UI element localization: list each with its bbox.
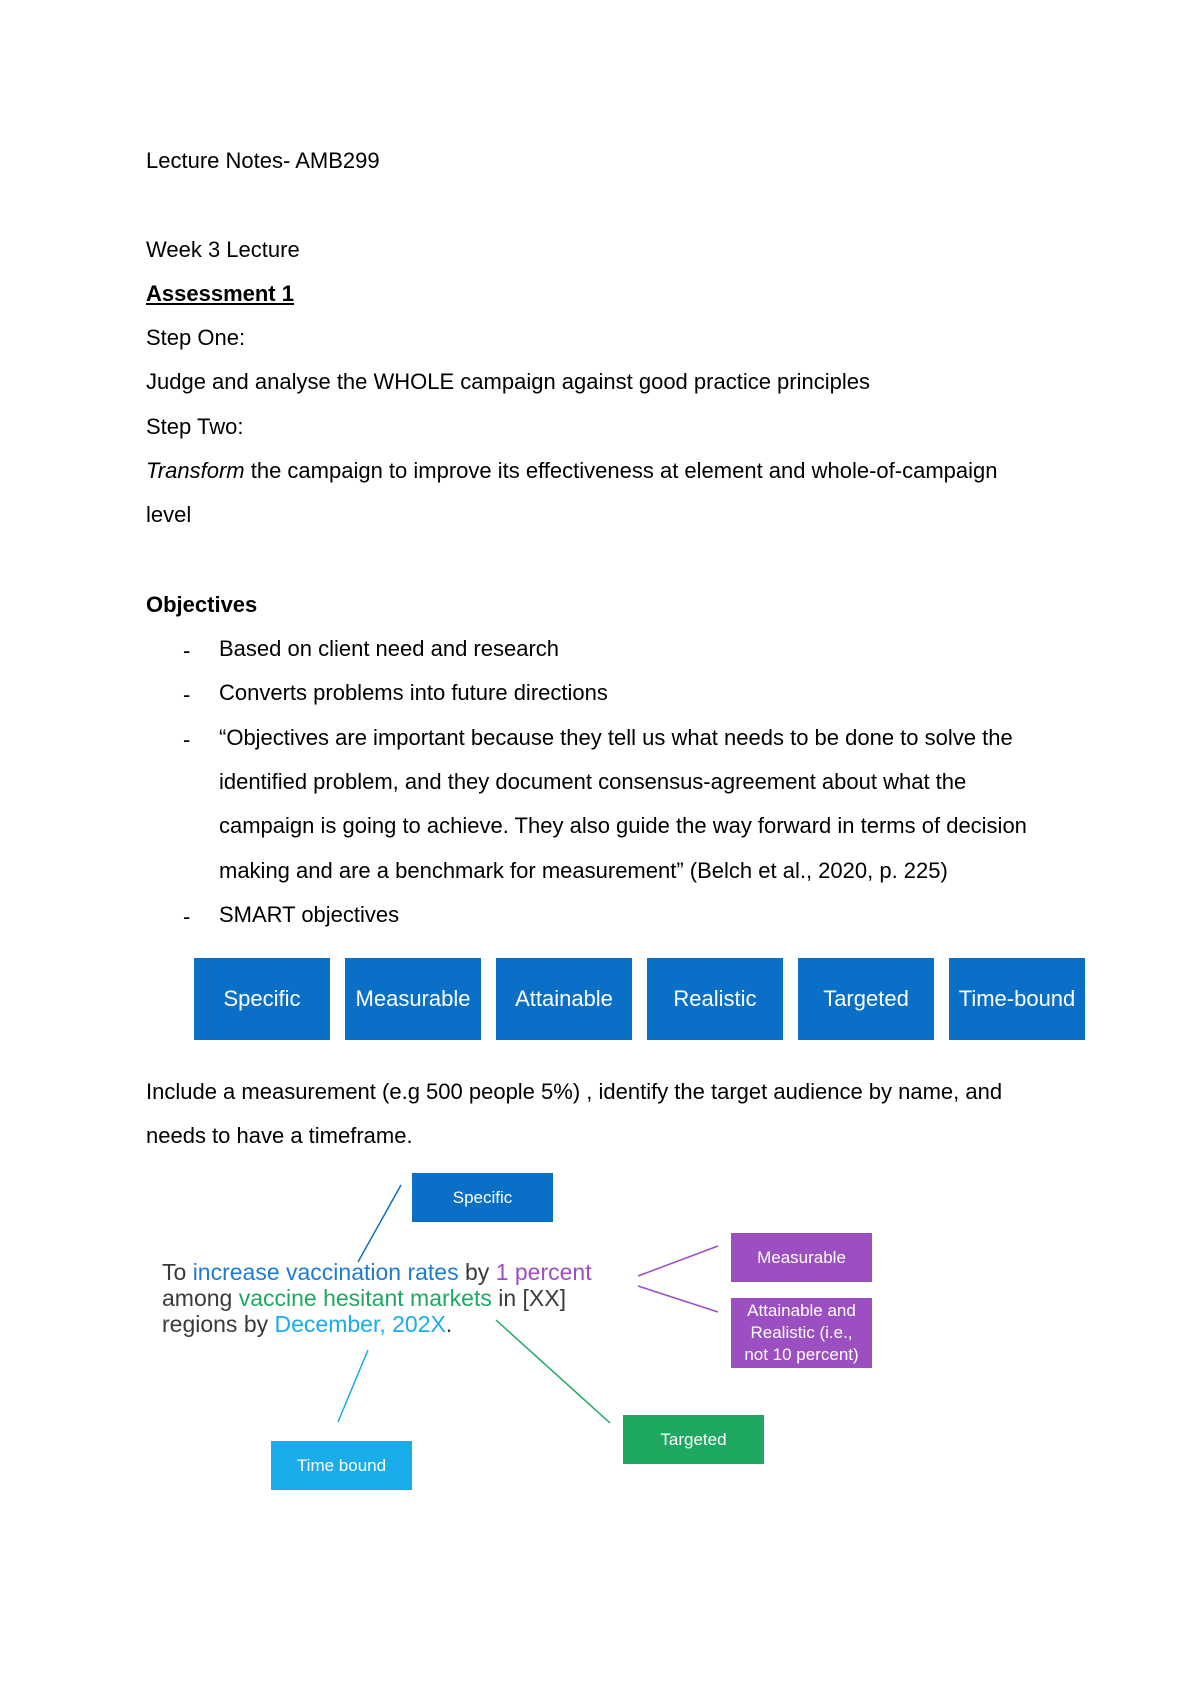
sentence-text: regions by: [162, 1311, 275, 1337]
sentence-text: among: [162, 1285, 239, 1311]
sentence-targeted: vaccine hesitant markets: [238, 1285, 492, 1311]
bullet-marker: -: [183, 904, 191, 929]
step-one-text: Judge and analyse the WHOLE campaign against good practice principles: [146, 369, 870, 394]
attainable-line1: Attainable and: [747, 1301, 856, 1320]
sentence-text: in [XX]: [491, 1285, 566, 1311]
transform-word: Transform: [146, 458, 245, 483]
attainable-line2: Realistic (i.e.,: [750, 1323, 853, 1342]
smart-box-measurable: Measurable: [345, 958, 481, 1040]
step-two-label: Step Two:: [146, 414, 244, 439]
assessment-heading: Assessment 1: [146, 281, 294, 306]
list-item: SMART objectives: [219, 902, 400, 927]
step-two-rest: the campaign to improve its effectiveness at element and whole-of-campaign: [244, 458, 998, 483]
attainable-line3: not 10 percent): [744, 1345, 859, 1364]
sentence-text: To: [162, 1259, 193, 1285]
objective-example-sentence: [162, 1259, 592, 1337]
sentence-line3: [162, 1311, 592, 1337]
list-item-cont: making and are a benchmark for measurement” (Belch et al., 2020, p. 225): [219, 858, 948, 883]
sentence-time-bound: December, 202X: [274, 1311, 446, 1337]
smart-box-realistic: Realistic: [647, 958, 783, 1040]
bullet-marker: -: [183, 727, 191, 752]
smart-box-attainable: Attainable: [496, 958, 632, 1040]
objectives-heading: Objectives: [146, 592, 258, 617]
step-one-label: Step One:: [146, 325, 246, 350]
sentence-line2: [162, 1285, 592, 1311]
sentence-text: by: [458, 1259, 496, 1285]
smart-box-specific: Specific: [194, 958, 330, 1040]
diagram-label-specific: Specific: [412, 1173, 553, 1222]
connector-specific: [358, 1185, 401, 1262]
connector-measurable-lower: [638, 1286, 718, 1312]
sentence-measurable: 1 percent: [495, 1259, 592, 1285]
page-title: Lecture Notes- AMB299: [146, 148, 380, 173]
connector-time-bound: [338, 1350, 368, 1422]
smart-box-time-bound: Time-bound: [949, 958, 1085, 1040]
include-text-line2: needs to have a timeframe.: [146, 1123, 413, 1148]
sentence-text: .: [445, 1311, 453, 1337]
diagram-label-measurable: Measurable: [731, 1233, 872, 1282]
list-item: Based on client need and research: [219, 636, 560, 661]
list-item: Converts problems into future directions: [219, 680, 608, 705]
step-two-text-cont: level: [146, 502, 192, 527]
list-item-cont: identified problem, and they document consensus-agreement about what the: [219, 769, 967, 794]
sentence-line1: [162, 1259, 592, 1285]
list-item: “Objectives are important because they tell us what needs to be done to solve the: [219, 725, 1013, 750]
include-text-line1: Include a measurement (e.g 500 people 5%) , identify the target audience by name, and: [146, 1079, 1003, 1104]
smart-box-targeted: Targeted: [798, 958, 934, 1040]
diagram-label-attainable-realistic: [731, 1298, 872, 1368]
bullet-marker: -: [183, 682, 191, 707]
diagram-label-targeted: Targeted: [623, 1415, 764, 1464]
list-item-cont: campaign is going to achieve. They also guide the way forward in terms of decision: [219, 813, 1027, 838]
week-heading: Week 3 Lecture: [146, 237, 300, 262]
diagram-label-time-bound: Time bound: [271, 1441, 412, 1490]
sentence-specific: increase vaccination rates: [192, 1259, 459, 1285]
connector-measurable-upper: [638, 1246, 718, 1276]
bullet-marker: -: [183, 638, 191, 663]
